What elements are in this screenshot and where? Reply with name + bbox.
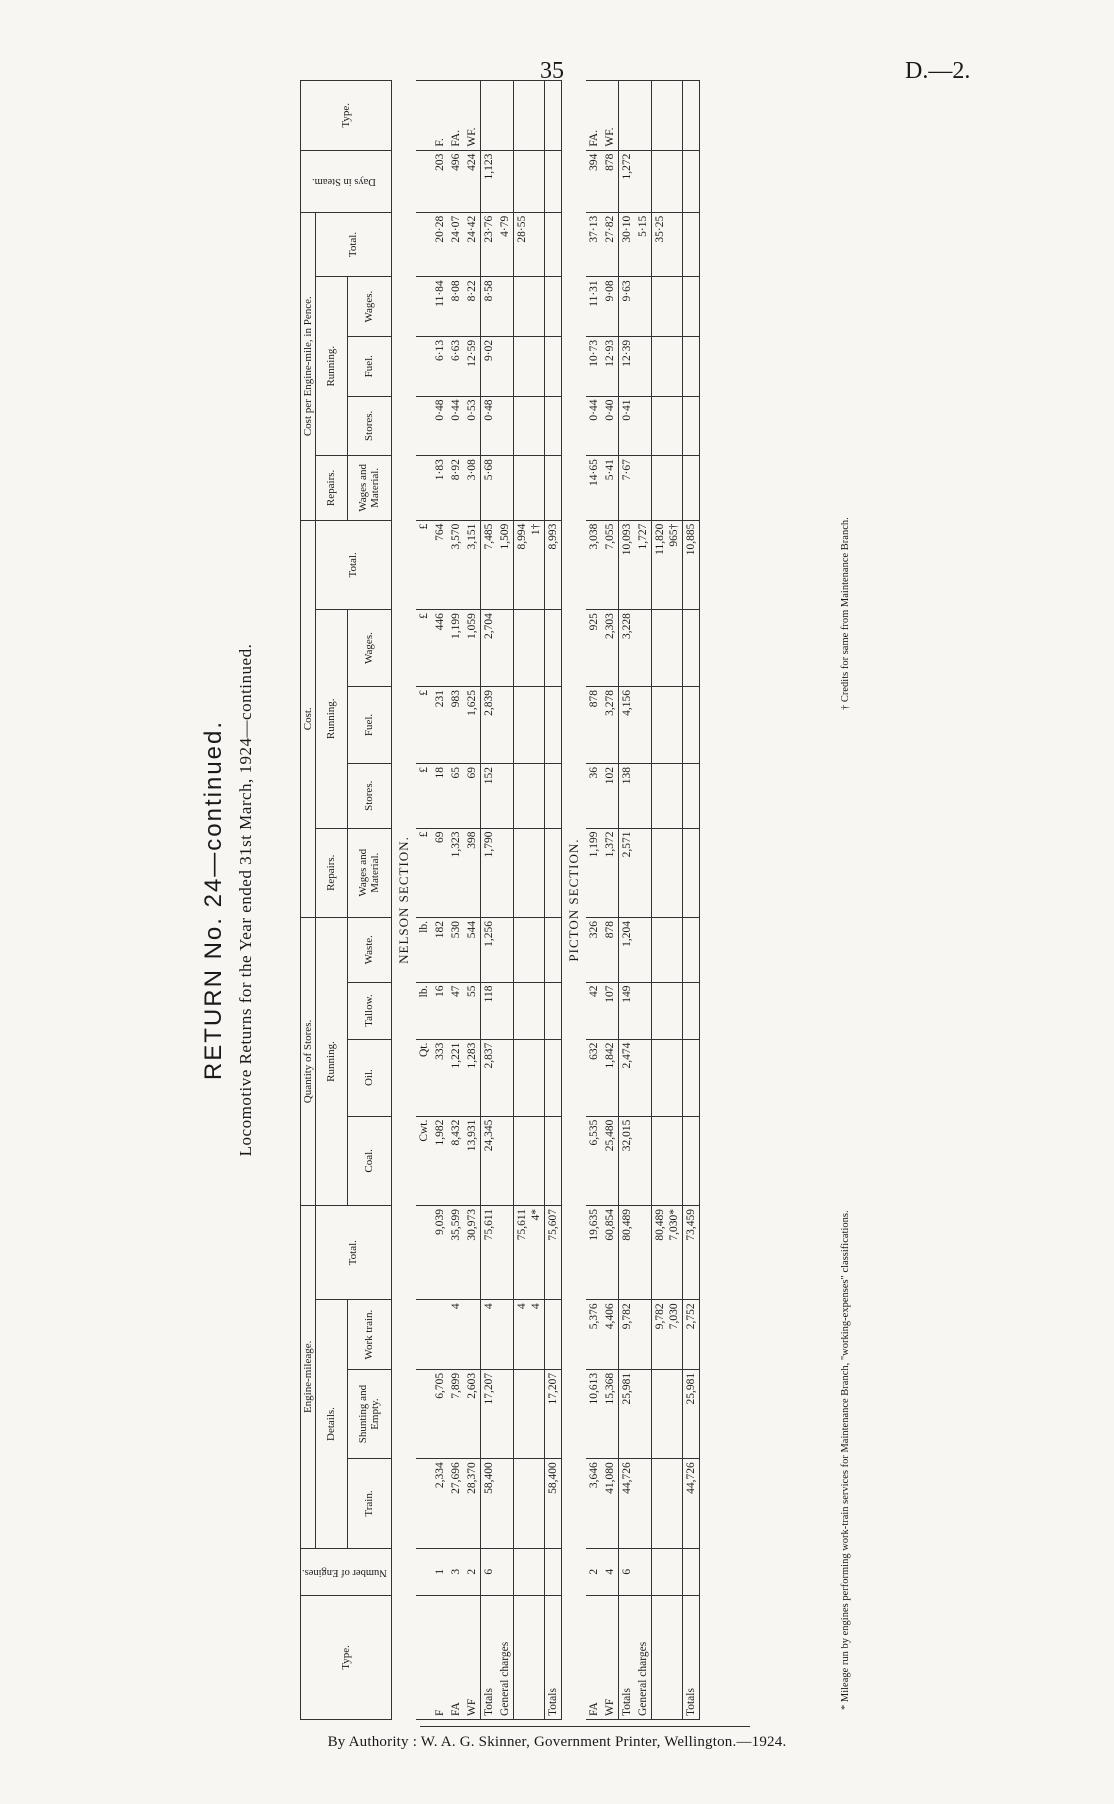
col-details: Details. <box>316 1300 348 1548</box>
col-cost-stores: Stores. <box>347 764 391 829</box>
col-cpm-wages: Wages. <box>347 277 391 337</box>
unit-waste: lb. <box>416 917 432 982</box>
col-shunting: Shunting and Empty. <box>347 1369 391 1458</box>
totals-row: Totals 6 58,400 17,207 4 75,611 24,345 2,837 118 1,256 1,790 152 2,839 2,704 7,485 5·68 0·48 9·02 8·58 23·76 1,123 <box>480 81 497 1720</box>
col-type: Type. <box>301 1595 392 1719</box>
footer-rule <box>420 1726 750 1727</box>
col-cost: Cost. <box>301 520 316 917</box>
col-cost-wages: Wages. <box>347 610 391 687</box>
locomotive-returns-table <box>300 80 706 1720</box>
col-type-right: Type. <box>301 81 392 151</box>
section-title: NELSON SECTION. <box>391 81 416 1720</box>
general-charges-row: General charges 1,509 4·79 <box>497 81 514 1720</box>
col-coal: Coal. <box>347 1116 391 1205</box>
return-title: RETURN No. 24—continued. <box>200 719 227 1081</box>
col-waste: Waste. <box>347 917 391 982</box>
col-cpm-fuel: Fuel. <box>347 336 391 396</box>
printer-footer: By Authority : W. A. G. Skinner, Government Printer, Wellington.—1924. <box>327 1734 787 1750</box>
rotated-table-region <box>200 80 900 1720</box>
col-cost-total: Total. <box>316 520 392 609</box>
col-cpm-total: Total. <box>316 212 392 277</box>
table-row: WF 2 28,370 2,603 30,973 13,931 1,283 55 544 398 69 1,625 1,059 3,151 3·08 0·53 12·59 8·22 24·42 424 WF. <box>464 81 481 1720</box>
footnote-mileage: * Mileage run by engines performing work-train services for Maintenance Branch, "working-expenses" classifications. <box>840 1210 851 1710</box>
subtotal-row: 9,782 7,030 80,489 7,030* 11,820 965† 35·25 <box>651 81 682 1720</box>
col-mileage-total: Total. <box>316 1206 392 1300</box>
col-cpm-running: Running. <box>316 277 348 456</box>
document-reference: D.—2. <box>905 58 971 84</box>
col-cost-per-mile: Cost per Engine-mile, in Pence. <box>301 212 316 520</box>
col-cost-wages-material: Wages and Material. <box>347 828 391 917</box>
units-row <box>416 81 432 1720</box>
col-train: Train. <box>347 1459 391 1548</box>
unit-tallow: lb. <box>416 982 432 1039</box>
unit-pound: £ <box>416 828 432 917</box>
col-oil: Oil. <box>347 1039 391 1116</box>
unit-pound: £ <box>416 687 432 764</box>
nelson-section <box>391 81 561 1720</box>
table-row: F 1 2,334 6,705 9,039 1,982 333 16 182 69 18 231 446 764 1·83 0·48 6·13 11·84 20·28 203 F. <box>432 81 448 1720</box>
col-tallow: Tallow. <box>347 982 391 1039</box>
col-cpm-stores: Stores. <box>347 396 391 456</box>
unit-pound: £ <box>416 610 432 687</box>
col-cost-fuel: Fuel. <box>347 687 391 764</box>
final-totals-row: Totals 44,726 25,981 2,752 73,459 10,885 <box>682 81 699 1720</box>
col-cpm-repairs: Repairs. <box>316 456 348 521</box>
section-title: PICTON SECTION. <box>561 81 586 1720</box>
general-charges-row: General charges 1,727 5·15 <box>635 81 652 1720</box>
col-days-in-steam: Days in Steam. <box>301 150 392 212</box>
final-totals-row: Totals 58,400 17,207 75,607 8,993 <box>544 81 561 1720</box>
col-cost-repairs: Repairs. <box>316 828 348 917</box>
unit-oil: Qt. <box>416 1039 432 1116</box>
table-row: FA 2 3,646 10,613 5,376 19,635 6,535 632 42 326 1,199 36 878 925 3,038 14·65 0·44 10·73 11·31 37·13 394 FA. <box>586 81 602 1720</box>
unit-pound: £ <box>416 764 432 829</box>
col-num-engines: Number of Engines. <box>301 1548 392 1595</box>
col-cpm-wages-material: Wages and Material. <box>347 456 391 521</box>
page-number: 35 <box>540 58 564 84</box>
table-row: FA 3 27,696 7,899 4 35,599 8,432 1,221 47 530 1,323 65 983 1,199 3,570 8·92 0·44 6·63 8·08 24·07 496 FA. <box>448 81 464 1720</box>
col-cost-running: Running. <box>316 610 348 828</box>
picton-section <box>561 81 706 1720</box>
footnote-credits: † Credits for same from Maintenance Branch. <box>840 517 851 710</box>
unit-coal: Cwt. <box>416 1116 432 1205</box>
col-work-train: Work train. <box>347 1300 391 1370</box>
col-quantity-stores: Quantity of Stores. <box>301 917 316 1205</box>
col-stores-running: Running. <box>316 917 348 1205</box>
totals-row: Totals 6 44,726 25,981 9,782 80,489 32,015 2,474 149 1,204 2,571 138 4,156 3,228 10,093 7·67 0·41 12·39 9·63 30·10 1,272 <box>618 81 635 1720</box>
col-engine-mileage: Engine-mileage. <box>301 1206 316 1549</box>
return-subtitle: Locomotive Returns for the Year ended 31st March, 1924—continued. <box>236 643 255 1157</box>
subtotal-row: 4 4 75,611 4* 8,994 1† 28·55 <box>513 81 544 1720</box>
table-row: WF 4 41,080 15,368 4,406 60,854 25,480 1,842 107 878 1,372 102 3,278 2,303 7,055 5·41 0·40 12·93 9·08 27·82 878 WF. <box>602 81 619 1720</box>
unit-pound: £ <box>416 520 432 609</box>
